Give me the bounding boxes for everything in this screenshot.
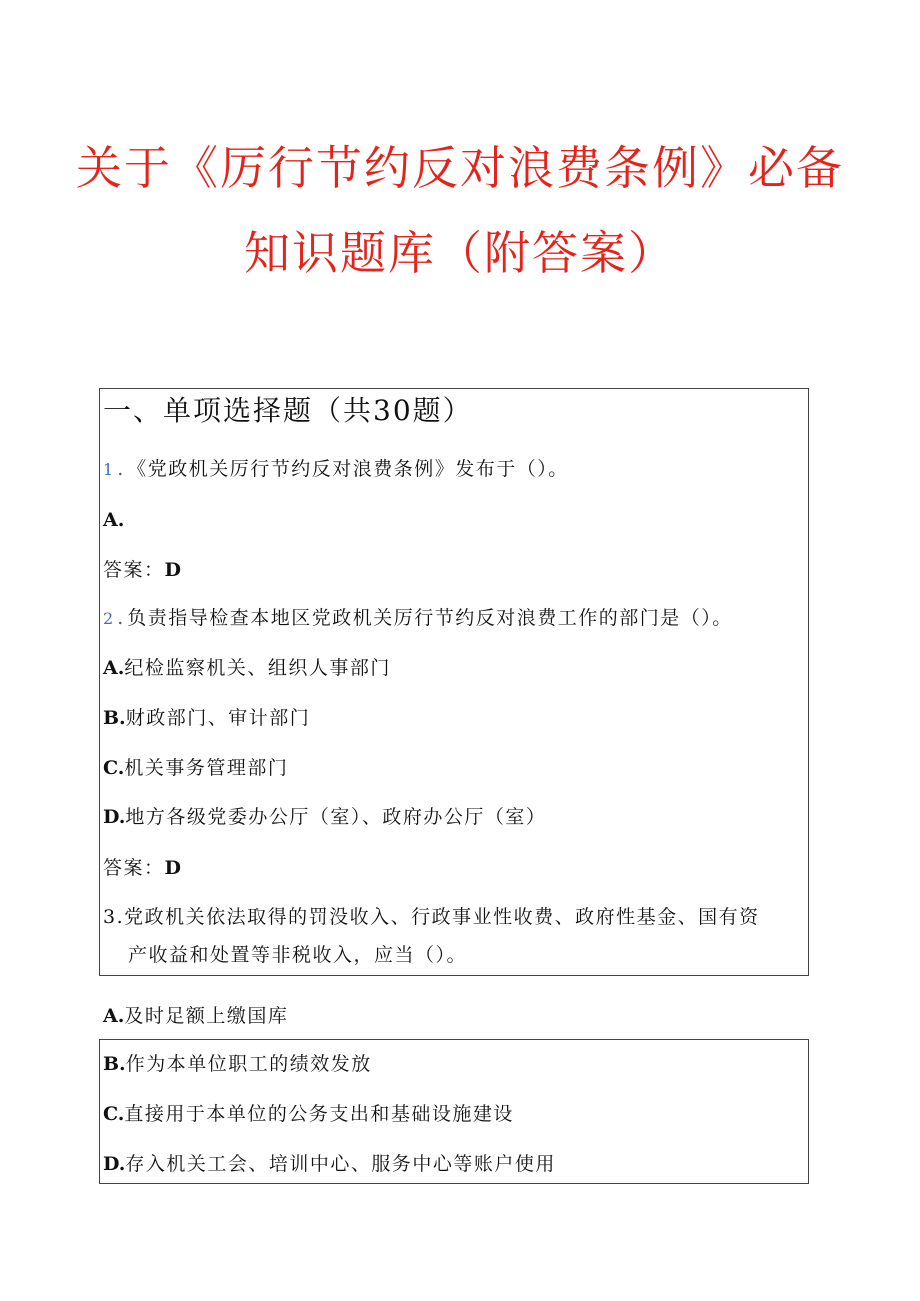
option-text: 直接用于本单位的公务支出和基础设施建设 xyxy=(124,1103,514,1125)
question-1-dot: . xyxy=(117,458,124,480)
question-2-option-c xyxy=(103,759,288,778)
question-1-number: 1 xyxy=(103,460,114,479)
question-1 xyxy=(103,460,569,479)
question-3-option-a xyxy=(103,1007,288,1026)
answer-label: 答案： xyxy=(103,857,165,879)
question-2-answer xyxy=(103,859,181,878)
answer-value: D xyxy=(164,857,181,879)
option-text: 财政部门、审计部门 xyxy=(125,707,311,729)
option-text: 作为本单位职工的绩效发放 xyxy=(125,1053,372,1075)
option-letter: B. xyxy=(103,707,126,729)
option-text: 地方各级党委办公厅（室）、政府办公厅（室） xyxy=(125,806,547,828)
question-1-answer xyxy=(103,561,181,580)
question-3-text-line-2: 产收益和处置等非税收入，应当（）。 xyxy=(128,944,468,966)
question-2-dot: . xyxy=(117,607,124,629)
section-heading: 一、单项选择题（共30题） xyxy=(103,394,473,427)
option-letter: D. xyxy=(103,806,126,828)
question-2-option-d xyxy=(103,808,546,827)
option-letter: C. xyxy=(103,757,125,779)
option-text: 存入机关工会、培训中心、服务中心等账户使用 xyxy=(125,1153,556,1175)
question-2 xyxy=(103,609,733,628)
question-3 xyxy=(103,908,760,927)
option-letter: A. xyxy=(103,657,125,679)
question-3-option-d xyxy=(103,1155,556,1174)
document-title-line-2: 知识题库（附答案） xyxy=(244,226,676,280)
option-letter: D. xyxy=(103,1153,126,1175)
question-1-option-a xyxy=(103,511,124,530)
question-2-option-b xyxy=(103,709,310,728)
option-text: 及时足额上缴国库 xyxy=(124,1005,289,1027)
question-3-option-c xyxy=(103,1105,514,1124)
question-3-text-line-1: 党政机关依法取得的罚没收入、行政事业性收费、政府性基金、国有资 xyxy=(124,906,760,928)
option-text: 机关事务管理部门 xyxy=(124,757,289,779)
option-text: 纪检监察机关、组织人事部门 xyxy=(124,657,391,679)
question-2-number: 2 xyxy=(103,609,114,628)
question-2-text: 负责指导检查本地区党政机关厉行节约反对浪费工作的部门是（）。 xyxy=(127,607,733,629)
question-3-option-b xyxy=(103,1055,372,1074)
question-1-text: 《党政机关厉行节约反对浪费条例》发布于（）。 xyxy=(127,458,569,480)
question-3-number: 3. xyxy=(103,906,125,928)
question-2-option-a xyxy=(103,659,391,678)
option-letter: A. xyxy=(103,1005,125,1027)
answer-label: 答案： xyxy=(103,559,165,581)
option-letter: B. xyxy=(103,1053,126,1075)
option-letter: C. xyxy=(103,1103,125,1125)
answer-value: D xyxy=(164,559,181,581)
option-letter: A. xyxy=(103,509,125,531)
document-title-line-1: 关于《厉行节约反对浪费条例》必备 xyxy=(76,141,844,195)
